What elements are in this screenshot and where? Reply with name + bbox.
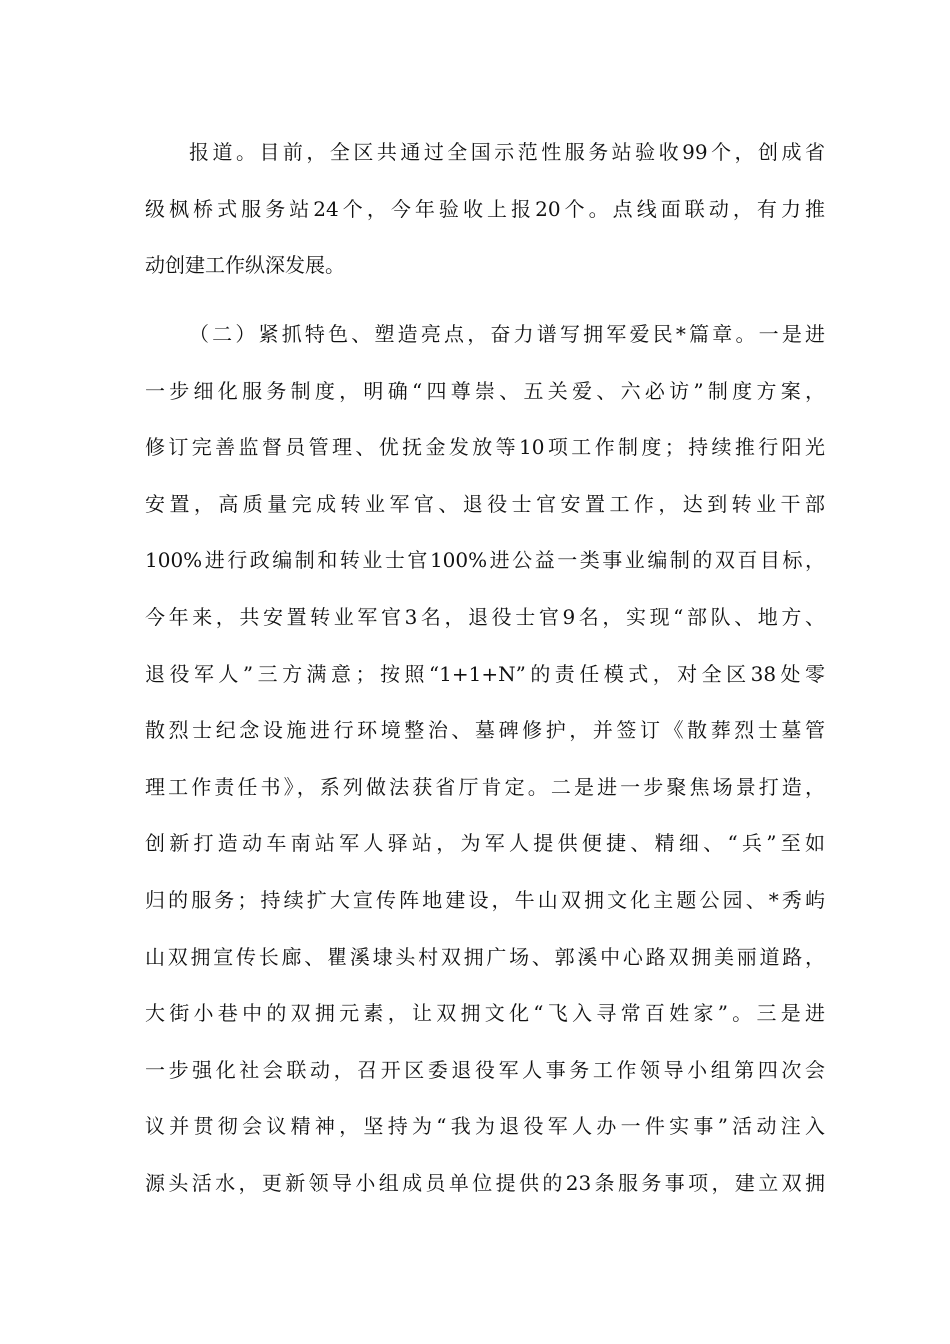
text-line: 归的服务；持续扩大宣传阵地建设，牛山双拥文化主题公园、*秀屿 bbox=[145, 887, 825, 912]
text-line: 退役军人”三方满意；按照“1+1+N”的责任模式，对全区38处零 bbox=[145, 661, 825, 686]
text-line: 山双拥宣传长廊、瞿溪埭头村双拥广场、郭溪中心路双拥美丽道路， bbox=[145, 944, 825, 969]
text-line: 一步强化社会联动，召开区委退役军人事务工作领导小组第四次会 bbox=[145, 1057, 825, 1082]
text-line: （二）紧抓特色、塑造亮点，奋力谱写拥军爱民*篇章。一是进 bbox=[189, 322, 825, 346]
text-line: 散烈士纪念设施进行环境整治、墓碑修护，并签订《散葬烈士墓管 bbox=[145, 718, 825, 743]
text-line: 议并贯彻会议精神，坚持为“我为退役军人办一件实事”活动注入 bbox=[145, 1114, 825, 1139]
text-line: 修订完善监督员管理、优抚金发放等10项工作制度；持续推行阳光 bbox=[145, 435, 825, 460]
text-line: 一步细化服务制度，明确“四尊崇、五关爱、六必访”制度方案， bbox=[145, 378, 825, 403]
text-line: 动创建工作纵深发展。 bbox=[145, 253, 345, 278]
text-line: 创新打造动车南站军人驿站，为军人提供便捷、精细、“兵”至如 bbox=[145, 831, 825, 856]
text-line: 级枫桥式服务站24个，今年验收上报20个。点线面联动，有力推 bbox=[145, 196, 825, 221]
text-line: 大街小巷中的双拥元素，让双拥文化“飞入寻常百姓家”。三是进 bbox=[145, 1001, 825, 1026]
text-line: 安置，高质量完成转业军官、退役士官安置工作，达到转业干部 bbox=[145, 491, 825, 516]
text-line: 今年来，共安置转业军官3名，退役士官9名，实现“部队、地方、 bbox=[145, 604, 825, 629]
paragraph-2 bbox=[145, 306, 825, 1212]
text-line: 100%进行政编制和转业士官100%进公益一类事业编制的双百目标， bbox=[145, 548, 825, 573]
paragraph-1 bbox=[145, 124, 825, 294]
text-line: 理工作责任书》，系列做法获省厅肯定。二是进一步聚焦场景打造， bbox=[145, 774, 825, 799]
text-line: 报道。目前，全区共通过全国示范性服务站验收99个，创成省 bbox=[189, 140, 825, 164]
text-line: 源头活水，更新领导小组成员单位提供的23条服务事项，建立双拥 bbox=[145, 1170, 825, 1195]
